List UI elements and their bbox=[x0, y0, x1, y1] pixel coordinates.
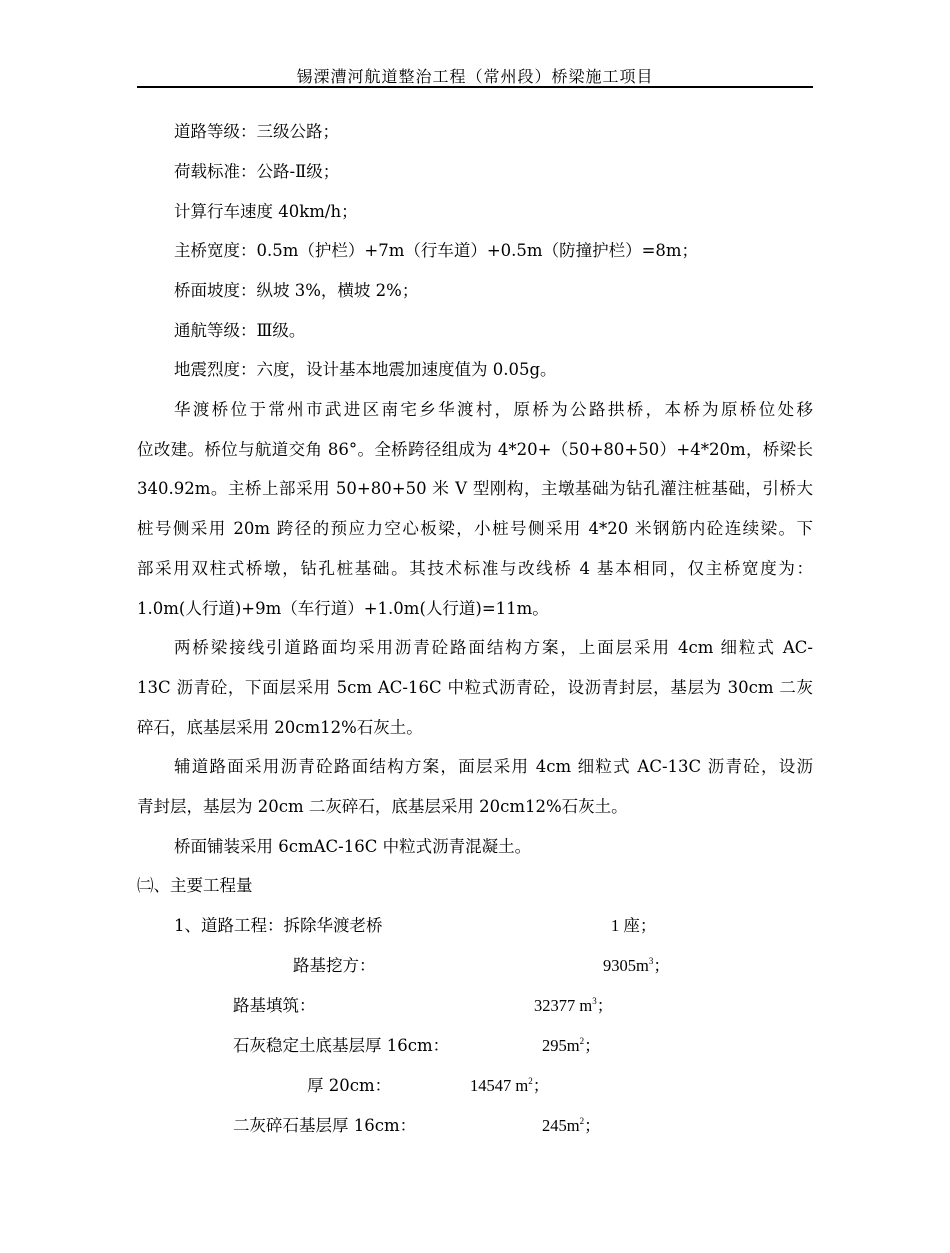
paragraph-line: 碎石，底基层采用 20cm12%石灰土。 bbox=[137, 718, 423, 737]
paragraph-line: 桩号侧采用 20m 跨径的预应力空心板梁，小桩号侧采用 4*20 米钢筋内砼连续梁。下 bbox=[137, 519, 813, 538]
spec-navigation-class: 通航等级：Ⅲ级。 bbox=[174, 321, 306, 340]
section-heading: ㈡、主要工程量 bbox=[137, 876, 253, 895]
spec-bridge-width: 主桥宽度：0.5m（护栏）+7m（行车道）+0.5m（防撞护栏）=8m； bbox=[174, 241, 699, 260]
quantity-item-label: 厚 20cm： bbox=[307, 1076, 392, 1095]
spec-deck-slope: 桥面坡度：纵坡 3%，横坡 2%； bbox=[174, 281, 419, 300]
spec-road-grade: 道路等级：三级公路； bbox=[174, 122, 339, 141]
paragraph-line: 1.0m(人行道)+9m（车行道）+1.0m(人行道)=11m。 bbox=[137, 599, 549, 618]
paragraph-line: 13C 沥青砼，下面层采用 5cm AC-16C 中粒式沥青砼，设沥青封层，基层为 30cm 二灰 bbox=[137, 678, 813, 697]
quantity-item-value: 14547 $m^2$； bbox=[470, 1076, 550, 1095]
paragraph-line: 桥面铺装采用 6cmAC-16C 中粒式沥青混凝土。 bbox=[174, 837, 532, 856]
paragraph-line: 辅道路面采用沥青砼路面结构方案，面层采用 4cm 细粒式 AC-13C 沥青砼，设沥 bbox=[174, 757, 813, 776]
quantity-item-label: 1、道路工程：拆除华渡老桥 bbox=[174, 916, 383, 935]
spec-load-standard: 荷载标准：公路-Ⅱ级； bbox=[174, 162, 340, 181]
quantity-item-label: 二灰碎石基层厚 16cm： bbox=[233, 1116, 417, 1135]
quantity-item-value: 32377 $m^3$； bbox=[534, 996, 614, 1015]
paragraph-line: 青封层，基层为 20cm 二灰碎石，底基层采用 20cm12%石灰土。 bbox=[137, 797, 628, 816]
quantity-item-label: 路基填筑： bbox=[233, 996, 316, 1015]
paragraph-line: 部采用双柱式桥墩，钻孔桩基础。其技术标准与改线桥 4 基本相同，仅主桥宽度为： bbox=[137, 559, 813, 578]
quantity-item-label: 路基挖方： bbox=[293, 956, 376, 975]
paragraph-line: 位改建。桥位与航道交角 86°。全桥跨径组成为 4*20+（50+80+50）+4*20m，桥梁长 bbox=[137, 440, 813, 459]
quantity-item-value: $9305m^3$； bbox=[603, 956, 670, 975]
header-rule bbox=[137, 86, 813, 88]
paragraph-line: 340.92m。主桥上部采用 50+80+50 米 V 型刚构，主墩基础为钻孔灌注桩基础，引桥大 bbox=[137, 479, 813, 498]
spec-seismic: 地震烈度：六度，设计基本地震加速度值为 0.05g。 bbox=[174, 360, 557, 379]
quantity-item-value: $245m^2$； bbox=[542, 1116, 601, 1135]
quantity-item-value: $295m^2$； bbox=[542, 1036, 601, 1055]
running-header: 锡溧漕河航道整治工程（常州段）桥梁施工项目 bbox=[296, 67, 654, 86]
spec-design-speed: 计算行车速度 40km/h； bbox=[174, 202, 358, 221]
paragraph-line: 华渡桥位于常州市武进区南宅乡华渡村，原桥为公路拱桥，本桥为原桥位处移 bbox=[174, 400, 813, 419]
quantity-item-label: 石灰稳定土底基层厚 16cm： bbox=[233, 1036, 450, 1055]
quantity-item-value: 1 座； bbox=[611, 916, 657, 935]
paragraph-line: 两桥梁接线引道路面均采用沥青砼路面结构方案，上面层采用 4cm 细粒式 AC- bbox=[174, 638, 813, 657]
